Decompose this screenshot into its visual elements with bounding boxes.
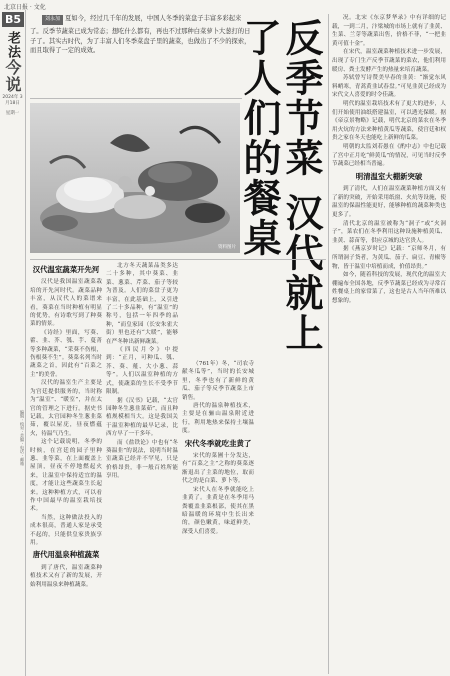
divider: [30, 259, 326, 260]
date-line: 2024年 3月18日: [2, 95, 23, 106]
divider: [30, 98, 242, 99]
paragraph: 在宋代，温室蔬菜种植技术进一步发展，出现了专门生产反季节蔬菜的菜农，他们利用暖房、粪土发酵产生的热量来培育蔬菜。: [332, 49, 446, 73]
column-divider: [328, 14, 329, 674]
vegetable-photo: [30, 103, 240, 253]
paragraph: 宋代的菜圃十分发达，有“百菜之主”之称的葵菜逐渐退出了主菜的地位，取而代之的是白菜、萝卜等。: [182, 453, 254, 485]
paragraph: 北方冬天蔬菜品类多达二十多种，其中葵菜、韭菜、葱菜、芹菜、茄子等较为普及。人们的菜盘子更为丰富，在此基础上，又引进了二十多品种，有“温室”的称号，包括一年四季的品种，“而皇家园（长安朱雀大街）里也还有“大暖”，能够在严冬种出新鲜蔬菜。: [106, 263, 178, 345]
subheading-tang: 唐代用温泉种植蔬菜: [32, 550, 100, 560]
paragraph: 唐代的温泉种植技术，主要是在骊山温泉附近进行，利用地热来保持土壤温度。: [182, 403, 254, 435]
intro-paragraph: [30, 14, 252, 94]
paragraph: 况。北宋《东京梦华录》中有详细的记载，一到二月，汴梁城的市场上就有了韭黄、生菜、兰芽等蔬菜出售，价格不菲，“一把韭黄可值十金”。: [332, 15, 446, 47]
paragraph: 汉代是我国温室蔬菜栽培的开先河时代。蔬菜品种丰富，从汉代人的菜谱来看，葵菜在当时种植有明显的优势，有诗歌写到了种葵菜的情景。: [30, 279, 102, 328]
paragraph: 《四民月令》中提到：“正月，可种瓜、瓠、芥、葵、薤、大小葱、蒜等”。人们以温室种植的方式，使蔬菜的生长不受季节限制。: [106, 347, 178, 396]
column-name-alt: 今说: [3, 59, 22, 93]
headline: 反季节菜 汉代就上了人们的餐桌: [237, 18, 323, 354]
paragraph: 这个记载说明，冬季的时候，在宫廷的园子里种葱、韭等菜，在上面覆盖上屋顶，昼夜不停地燃起火来，让温室中保持适宜的温度，才能让这些蔬菜生长起来。这种种植方式，可以看作中国最早的温室栽培技术。: [30, 439, 102, 513]
photo-credit: 资料图片: [218, 245, 236, 250]
paragraph: 清代北京的温室被称为“洞子”或“火洞子”，菜农们在冬季利用这种设施种植黄瓜、韭黄、蒜苗等，供应京城的达官贵人。: [332, 220, 446, 244]
paragraph: 汉代的温室生产主要是为宫廷提供服务的，当时称为“温室”、“暖室”，并在太官的管理之下进行。据史书记载，太官园种冬生葱韭菜茹，覆以屋庑，昼夜燃蕴火，待温气乃生。: [30, 380, 102, 437]
subheading-han: 汉代温室蔬菜开先河: [32, 265, 100, 274]
paragraph: 如今，随着科技的发展，现代化的温室大棚遍布全国各地，反季节蔬菜已经成为寻常百姓餐桌上的家常菜了，这也是古人当年所难以想象的。: [332, 272, 446, 304]
subheading-song: 宋代冬季就吃韭黄了: [184, 438, 252, 448]
article-column-2: [106, 262, 178, 672]
masthead: 北京日报 · 文化: [4, 4, 46, 11]
subheading-ming-qing: 明清温室大棚新突破: [355, 171, 423, 181]
paragraph: 据《汉书》记载，“太官园种冬生葱韭菜茹”，而且种植规模相当大。这是我国关于温室种植的最早记录，比西方早了一千多年。: [106, 397, 178, 438]
intro-text: 夏如今，经过几千年的发展，中国人冬季的菜盘子丰富多彩起来了。反季节蔬菜已成为常态；想吃什么都有，再也不过那种白菜萝卜大葱打的日子了。其实古时代，为了丰富人们冬季菜盘子里的蔬菜，也做出了不少的探索，而且取得了一定的成效。: [30, 15, 251, 55]
paragraph: 当然，这种做法投入的成本很高，普通人家是承受不起的，只能供皇家贵族享用。: [30, 514, 102, 546]
column-name: 老法: [5, 31, 20, 59]
byline: 刘永加: [42, 15, 63, 25]
article-column-3: [182, 360, 254, 672]
paragraph: 明代的温室栽培技术有了更大的进步，人们开始使用油纸搭建温室，可以透光保暖。据《帝京景物略》记载，明代北京的菜农在冬季用火炕的方法来种植黄瓜等蔬菜，使宫廷和权贵之家在冬天也能吃上新鲜的瓜菜。: [332, 100, 446, 142]
article-column-4: [332, 14, 446, 672]
page-number: B5: [2, 12, 24, 27]
paragraph: 到了唐代，温室蔬菜种植技术又有了新的发展，开始利用温泉来种植蔬菜。: [30, 564, 102, 588]
paragraph: 据《燕京岁时记》记载：“京师冬月，有所谓洞子货者，为黄瓜、茄子、扁豆、青椒等物，皆于温室中培植而成，价值昂贵。”: [332, 246, 446, 270]
article-column-1: [30, 262, 102, 672]
paragraph: 到了清代，人们在温室蔬菜种植方面又有了新的突破，开始采用纸窗、火炕等设施，使温室的保温性能更好，能够种植的蔬菜种类也更多了。: [332, 186, 446, 219]
page-strip: [0, 10, 26, 676]
strip-bottom-text: 编辑 · 校对 · 美编 · 电话 · 邮箱: [20, 410, 25, 466]
paragraph: 而《盐铁论》中也有“冬葵温韭”的说法，说明当时温室蔬菜已经并不罕见，只是价格昂贵，非一般百姓所能享用。: [106, 439, 178, 480]
paragraph: 苏轼曾写诗赞美早春的韭黄：“渐觉东风料峭寒，青蒿黄韭试春盘。”可见韭黄已经成为宋代文人喜爱的时令佳蔬。: [332, 75, 446, 99]
paragraph: 宋代人在冬季就能吃上韭黄了。韭黄是在冬季用马粪覆盖韭菜根部，使其在黑暗温暖的环境中生长出来的，颜色嫩黄，味道鲜美，深受人们喜爱。: [182, 486, 254, 535]
vegetables-illustration: [30, 103, 240, 253]
paragraph: 《诗经》里面，写葵、藿、韭、芥、瓠、芋、蔓菁等多种蔬菜，“采葵不伤根，伤根葵不生”。葵菜名列当时蔬菜之首，因此有“百菜之主”的美誉。: [30, 329, 102, 378]
paragraph: （761年）冬，“司农寺献冬瓜等”，当时的长安城里，冬季也有了新鲜的黄瓜、茄子等反季节蔬菜上市销售。: [182, 361, 254, 401]
paragraph: 明朝的太监刘若愚在《酌中志》中也记载了宫中正月吃“鲜黄瓜”的情况，可见当时反季节蔬菜已经相当普遍。: [332, 143, 446, 168]
day-line: 星期一: [5, 111, 20, 116]
